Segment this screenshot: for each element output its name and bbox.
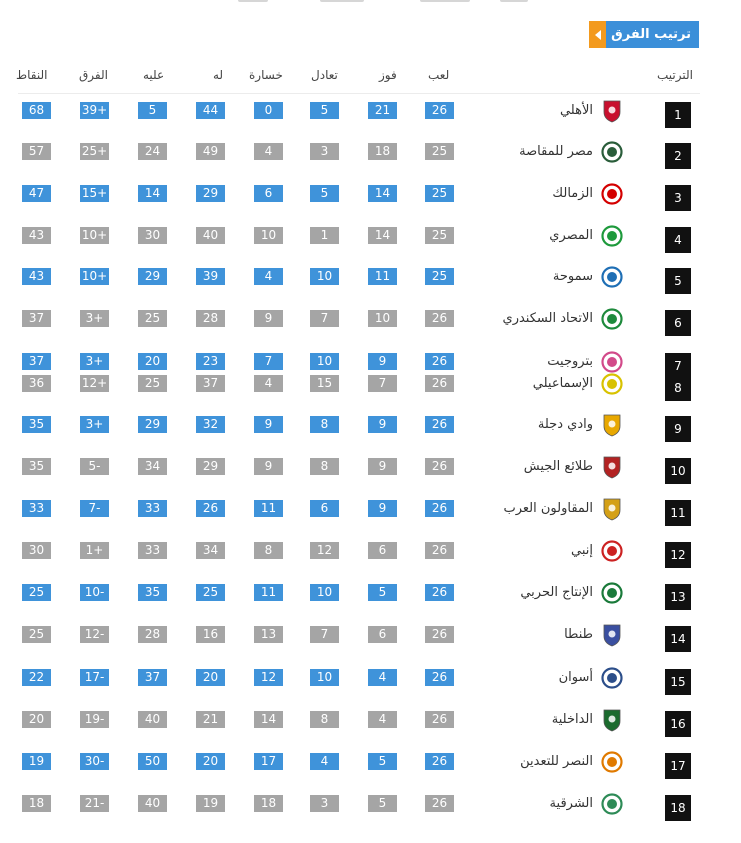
- drawn-cell: 10: [310, 584, 339, 601]
- goals-against-cell: 35: [138, 584, 167, 601]
- won-cell: 21: [368, 102, 397, 119]
- team-name[interactable]: إنبي: [571, 543, 593, 558]
- ismaily-logo: [601, 371, 623, 397]
- won-cell: 14: [368, 185, 397, 202]
- rank-badge: 6: [665, 310, 691, 336]
- goals-for-cell: 19: [196, 795, 225, 812]
- won-cell: 10: [368, 310, 397, 327]
- won-cell: 5: [368, 753, 397, 770]
- table-row[interactable]: [0, 576, 741, 612]
- team-name[interactable]: طنطا: [564, 627, 593, 642]
- team-name[interactable]: الشرقية: [549, 796, 593, 811]
- goals-against-cell: 40: [138, 795, 167, 812]
- team-name[interactable]: الاتحاد السكندري: [502, 311, 593, 326]
- goal-diff-cell: 30-: [80, 753, 109, 770]
- rank-badge: 1: [665, 102, 691, 128]
- rank-badge: 9: [665, 416, 691, 442]
- played-cell: 26: [425, 669, 454, 686]
- el-sharkia-logo: [601, 791, 623, 817]
- goal-diff-cell: 3+: [80, 416, 109, 433]
- won-cell: 5: [368, 795, 397, 812]
- lost-cell: 17: [254, 753, 283, 770]
- lost-cell: 10: [254, 227, 283, 244]
- played-cell: 26: [425, 458, 454, 475]
- points-cell: 33: [22, 500, 51, 517]
- goals-against-cell: 25: [138, 375, 167, 392]
- goals-for-cell: 49: [196, 143, 225, 160]
- played-cell: 25: [425, 227, 454, 244]
- points-cell: 20: [22, 711, 51, 728]
- goals-for-cell: 26: [196, 500, 225, 517]
- won-cell: 11: [368, 268, 397, 285]
- table-row[interactable]: [0, 787, 741, 823]
- drawn-cell: 10: [310, 669, 339, 686]
- drawn-cell: 12: [310, 542, 339, 559]
- points-cell: 36: [22, 375, 51, 392]
- rank-badge: 17: [665, 753, 691, 779]
- won-cell: 9: [368, 353, 397, 370]
- points-cell: 18: [22, 795, 51, 812]
- points-cell: 37: [22, 310, 51, 327]
- misr-lel-makkasa-logo: [601, 139, 623, 165]
- goal-diff-cell: 17-: [80, 669, 109, 686]
- points-cell: 30: [22, 542, 51, 559]
- rank-badge: 18: [665, 795, 691, 821]
- rank-badge: 15: [665, 669, 691, 695]
- lost-cell: 4: [254, 375, 283, 392]
- table-row[interactable]: [0, 408, 741, 444]
- lost-cell: 9: [254, 416, 283, 433]
- goal-diff-cell: 3+: [80, 353, 109, 370]
- rank-badge: 11: [665, 500, 691, 526]
- el-nasr-taaden-logo: [601, 749, 623, 775]
- table-row[interactable]: [0, 94, 741, 130]
- goals-against-cell: 37: [138, 669, 167, 686]
- header-goals-for: له: [213, 68, 224, 82]
- rank-badge: 16: [665, 711, 691, 737]
- header-goal-diff: الفرق: [79, 68, 108, 82]
- el-dakhleya-logo: [601, 707, 623, 733]
- goals-against-cell: 30: [138, 227, 167, 244]
- goal-diff-cell: 12+: [81, 376, 108, 390]
- goal-diff-cell: 19-: [80, 711, 109, 728]
- points-cell: 57: [22, 143, 51, 160]
- table-row[interactable]: [0, 450, 741, 486]
- team-name[interactable]: بتروجيت: [547, 354, 593, 369]
- drawn-cell: 15: [310, 375, 339, 392]
- won-cell: 14: [368, 227, 397, 244]
- lost-cell: 7: [254, 353, 283, 370]
- points-cell: 35: [22, 416, 51, 433]
- header-goals-against: عليه: [143, 68, 165, 82]
- table-row[interactable]: [0, 745, 741, 781]
- goal-diff-cell: 15+: [81, 186, 108, 200]
- tala-ea-el-gaish-logo: [601, 454, 623, 480]
- rank-badge: 5: [665, 268, 691, 294]
- drawn-cell: 3: [310, 795, 339, 812]
- played-cell: 26: [425, 310, 454, 327]
- won-cell: 18: [368, 143, 397, 160]
- goals-against-cell: 5: [138, 102, 167, 119]
- played-cell: 26: [425, 500, 454, 517]
- goals-for-cell: 21: [196, 711, 225, 728]
- goal-diff-cell: 10-: [80, 584, 109, 601]
- drawn-cell: 7: [310, 310, 339, 327]
- team-name[interactable]: طلائع الجيش: [523, 459, 593, 474]
- points-cell: 22: [22, 669, 51, 686]
- table-header: [0, 62, 741, 92]
- played-cell: 26: [425, 795, 454, 812]
- won-cell: 9: [368, 458, 397, 475]
- won-cell: 5: [368, 584, 397, 601]
- team-name[interactable]: أسوان: [558, 670, 593, 685]
- played-cell: 26: [425, 416, 454, 433]
- team-name[interactable]: وادي دجلة: [537, 417, 593, 432]
- team-name[interactable]: النصر للتعدين: [520, 754, 593, 769]
- table-row[interactable]: [0, 302, 741, 338]
- played-cell: 26: [425, 626, 454, 643]
- goals-against-cell: 25: [138, 310, 167, 327]
- goals-against-cell: 29: [138, 416, 167, 433]
- aswan-logo: [601, 665, 623, 691]
- goals-against-cell: 33: [138, 500, 167, 517]
- team-name[interactable]: الإسماعيلي: [532, 376, 593, 391]
- goal-diff-cell: 39+: [81, 103, 108, 117]
- drawn-cell: 7: [310, 626, 339, 643]
- points-cell: 37: [22, 353, 51, 370]
- team-name[interactable]: الداخلية: [551, 712, 593, 727]
- table-row[interactable]: [0, 135, 741, 171]
- points-cell: 35: [22, 458, 51, 475]
- table-row[interactable]: [0, 703, 741, 739]
- drawn-cell: 8: [310, 416, 339, 433]
- drawn-cell: 8: [310, 711, 339, 728]
- standings-tab[interactable]: [589, 21, 699, 48]
- goals-against-cell: 34: [138, 458, 167, 475]
- goals-against-cell: 33: [138, 542, 167, 559]
- standings-tab-label: ترتيب الفرق: [611, 27, 691, 42]
- goals-for-cell: 34: [196, 542, 225, 559]
- lost-cell: 4: [254, 268, 283, 285]
- points-cell: 43: [22, 268, 51, 285]
- played-cell: 26: [425, 584, 454, 601]
- rank-badge: 12: [665, 542, 691, 568]
- goals-for-cell: 28: [196, 310, 225, 327]
- al-ahly-logo: [601, 98, 623, 124]
- lost-cell: 9: [254, 458, 283, 475]
- points-cell: 25: [22, 584, 51, 601]
- played-cell: 25: [425, 268, 454, 285]
- rank-badge: 13: [665, 584, 691, 610]
- al-ittihad-logo: [601, 306, 623, 332]
- smouha-logo: [601, 264, 623, 290]
- goal-diff-cell: 7-: [80, 500, 109, 517]
- won-cell: 6: [368, 542, 397, 559]
- tanta-logo: [601, 622, 623, 648]
- won-cell: 4: [368, 711, 397, 728]
- drawn-cell: 8: [310, 458, 339, 475]
- rank-badge: 2: [665, 143, 691, 169]
- lost-cell: 6: [254, 185, 283, 202]
- won-cell: 6: [368, 626, 397, 643]
- rank-badge: 4: [665, 227, 691, 253]
- goals-for-cell: 40: [196, 227, 225, 244]
- table-row[interactable]: [0, 177, 741, 213]
- points-cell: 19: [22, 753, 51, 770]
- points-cell: 25: [22, 626, 51, 643]
- played-cell: 26: [425, 753, 454, 770]
- table-row[interactable]: [0, 367, 741, 403]
- goals-for-cell: 23: [196, 353, 225, 370]
- goals-for-cell: 37: [196, 375, 225, 392]
- goals-for-cell: 44: [196, 102, 225, 119]
- rank-badge: 8: [665, 375, 691, 401]
- goals-for-cell: 29: [196, 458, 225, 475]
- lost-cell: 9: [254, 310, 283, 327]
- won-cell: 7: [368, 375, 397, 392]
- lost-cell: 8: [254, 542, 283, 559]
- goals-against-cell: 20: [138, 353, 167, 370]
- team-name[interactable]: الإنتاج الحربي: [520, 585, 593, 600]
- goal-diff-cell: 5-: [80, 458, 109, 475]
- header-lost: خسارة: [249, 68, 283, 82]
- drawn-cell: 3: [310, 143, 339, 160]
- played-cell: 25: [425, 185, 454, 202]
- lost-cell: 18: [254, 795, 283, 812]
- goal-diff-cell: 10+: [81, 228, 108, 242]
- goal-diff-cell: 10+: [81, 269, 108, 283]
- drawn-cell: 5: [310, 185, 339, 202]
- rank-badge: 7: [665, 353, 691, 379]
- goal-diff-cell: 25+: [81, 144, 108, 158]
- goals-against-cell: 29: [138, 268, 167, 285]
- drawn-cell: 10: [310, 353, 339, 370]
- played-cell: 26: [425, 375, 454, 392]
- goal-diff-cell: 1+: [80, 542, 109, 559]
- caret-left-icon: [589, 21, 606, 48]
- table-row[interactable]: [0, 260, 741, 296]
- played-cell: 26: [425, 711, 454, 728]
- rank-badge: 3: [665, 185, 691, 211]
- goal-diff-cell: 21-: [80, 795, 109, 812]
- goal-diff-cell: 12-: [80, 626, 109, 643]
- drawn-cell: 6: [310, 500, 339, 517]
- goals-against-cell: 28: [138, 626, 167, 643]
- table-row[interactable]: [0, 219, 741, 255]
- header-points: النقاط: [16, 68, 48, 82]
- goals-for-cell: 20: [196, 753, 225, 770]
- drawn-cell: 4: [310, 753, 339, 770]
- zamalek-logo: [601, 181, 623, 207]
- el-entag-el-harby-logo: [601, 580, 623, 606]
- top-cut-off-text: [0, 0, 741, 6]
- lost-cell: 12: [254, 669, 283, 686]
- drawn-cell: 1: [310, 227, 339, 244]
- played-cell: 26: [425, 102, 454, 119]
- goals-for-cell: 25: [196, 584, 225, 601]
- lost-cell: 11: [254, 584, 283, 601]
- lost-cell: 14: [254, 711, 283, 728]
- won-cell: 9: [368, 416, 397, 433]
- header-won: فوز: [379, 68, 397, 82]
- enppi-logo: [601, 538, 623, 564]
- lost-cell: 0: [254, 102, 283, 119]
- team-name[interactable]: المقاولون العرب: [503, 501, 593, 516]
- team-name[interactable]: الزمالك: [552, 186, 593, 201]
- won-cell: 9: [368, 500, 397, 517]
- goal-diff-cell: 3+: [80, 310, 109, 327]
- goals-for-cell: 29: [196, 185, 225, 202]
- lost-cell: 4: [254, 143, 283, 160]
- goals-for-cell: 20: [196, 669, 225, 686]
- team-name[interactable]: مصر للمقاصة: [519, 144, 593, 159]
- goals-for-cell: 39: [196, 268, 225, 285]
- goals-against-cell: 24: [138, 143, 167, 160]
- arab-contractors-logo: [601, 496, 623, 522]
- drawn-cell: 5: [310, 102, 339, 119]
- rank-badge: 14: [665, 626, 691, 652]
- team-name[interactable]: المصري: [549, 228, 593, 243]
- table-row[interactable]: [0, 492, 741, 528]
- played-cell: 25: [425, 143, 454, 160]
- header-played: لعب: [428, 68, 450, 82]
- rank-badge: 10: [665, 458, 691, 484]
- played-cell: 26: [425, 353, 454, 370]
- goals-against-cell: 50: [138, 753, 167, 770]
- lost-cell: 11: [254, 500, 283, 517]
- goals-against-cell: 40: [138, 711, 167, 728]
- table-row[interactable]: [0, 534, 741, 570]
- points-cell: 68: [22, 102, 51, 119]
- table-row[interactable]: [0, 661, 741, 697]
- wadi-degla-logo: [601, 412, 623, 438]
- points-cell: 47: [22, 185, 51, 202]
- al-masry-logo: [601, 223, 623, 249]
- header-rank: الترتيب: [657, 68, 693, 82]
- played-cell: 26: [425, 542, 454, 559]
- lost-cell: 13: [254, 626, 283, 643]
- header-drawn: تعادل: [311, 68, 338, 82]
- goals-for-cell: 16: [196, 626, 225, 643]
- team-name[interactable]: سموحة: [552, 269, 593, 284]
- goals-for-cell: 32: [196, 416, 225, 433]
- won-cell: 4: [368, 669, 397, 686]
- drawn-cell: 10: [310, 268, 339, 285]
- goals-against-cell: 14: [138, 185, 167, 202]
- team-name[interactable]: الأهلي: [559, 103, 593, 118]
- table-row[interactable]: [0, 618, 741, 654]
- points-cell: 43: [22, 227, 51, 244]
